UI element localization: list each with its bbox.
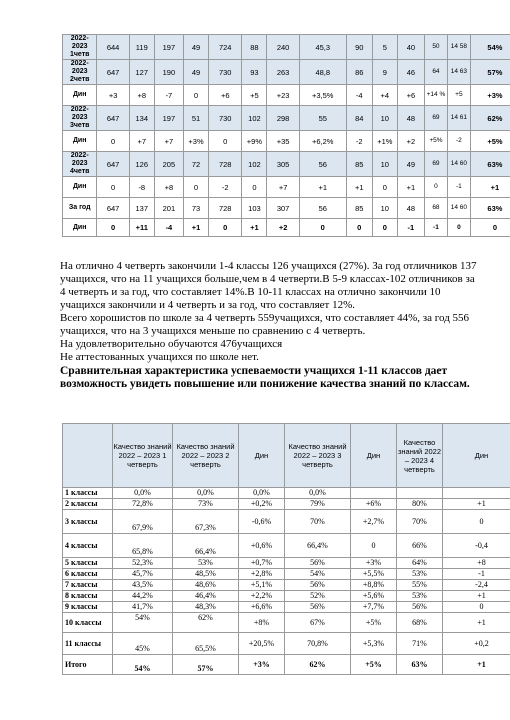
quality-cell: +8% (239, 613, 285, 633)
quality-cell: +2,7% (351, 510, 397, 534)
summary-cell: 88 (242, 35, 267, 60)
summary-cell: -2 (346, 131, 372, 152)
class-row (63, 569, 510, 580)
summary-cell: 647 (97, 106, 129, 131)
class-label: 1 классы (63, 488, 113, 499)
quality-cell: -0,6% (239, 510, 285, 534)
summary-cell: 51 (184, 106, 209, 131)
class-label: 7 классы (63, 580, 113, 591)
summary-row (63, 60, 510, 85)
quality-cell: +1 (443, 499, 510, 510)
quality-cell: +5% (351, 613, 397, 633)
quality-cell: +8 (443, 558, 510, 569)
summary-cell: 73 (184, 198, 209, 219)
summary-cell: +1 (242, 219, 267, 237)
quality-cell: 73% (173, 499, 239, 510)
summary-cell: +1 (470, 177, 510, 198)
summary-cell: 728 (209, 198, 242, 219)
quality-cell: 0,0% (239, 488, 285, 499)
quality-cell: 80% (397, 499, 443, 510)
quality-cell: 0,0% (113, 488, 173, 499)
quality-cell: +3% (239, 655, 285, 675)
summary-cell: 57% (470, 60, 510, 85)
summary-cell: 197 (154, 106, 183, 131)
summary-cell: +35 (267, 131, 299, 152)
summary-cell: +3% (470, 85, 510, 106)
quality-cell: +8,8% (351, 580, 397, 591)
quality-cell: 65,8% (113, 534, 173, 558)
quality-cell: 53% (173, 558, 239, 569)
summary-cell: 102 (242, 152, 267, 177)
quality-cell: +5,1% (239, 580, 285, 591)
quality-cell: 52% (285, 591, 351, 602)
quality-cell: 57% (173, 655, 239, 675)
summary-cell: 9 (372, 60, 397, 85)
quality-cell: +0,7% (239, 558, 285, 569)
summary-cell: 69 (424, 152, 447, 177)
quality-cell: 66% (397, 534, 443, 558)
class-row (63, 499, 510, 510)
quality-cell: +5,5% (351, 569, 397, 580)
column-header: Качество знаний 2022 – 2023 3 четверть (285, 424, 351, 488)
summary-cell: 14 63 (447, 60, 470, 85)
quality-cell: 70% (397, 510, 443, 534)
quality-cell: 70% (285, 510, 351, 534)
summary-row (63, 198, 510, 219)
summary-cell: 0 (184, 177, 209, 198)
summary-row (63, 219, 510, 237)
header-row (63, 424, 510, 488)
quality-cell: 56% (285, 580, 351, 591)
quality-cell: +1 (443, 655, 510, 675)
summary-cell: 724 (209, 35, 242, 60)
summary-cell: 0 (209, 219, 242, 237)
class-row (63, 534, 510, 558)
summary-cell: 0 (470, 219, 510, 237)
quality-cell: 0,0% (173, 488, 239, 499)
summary-cell: 127 (129, 60, 154, 85)
quality-cell: +5% (351, 655, 397, 675)
row-label: Дин (63, 177, 97, 198)
summary-cell: 0 (209, 131, 242, 152)
class-label: 11 классы (63, 633, 113, 655)
summary-cell: 0 (299, 219, 346, 237)
summary-cell: 10 (372, 106, 397, 131)
summary-cell: -4 (346, 85, 372, 106)
quality-cell (397, 488, 443, 499)
summary-cell: 72 (184, 152, 209, 177)
quality-cell: 56% (285, 602, 351, 613)
summary-cell: 54% (470, 35, 510, 60)
quality-cell: 67,3% (173, 510, 239, 534)
quality-cell: 66,4% (285, 534, 351, 558)
quality-cell: 70,8% (285, 633, 351, 655)
quality-cell: +6,6% (239, 602, 285, 613)
summary-cell: +1 (397, 177, 424, 198)
summary-cell: 126 (129, 152, 154, 177)
summary-cell: +1 (299, 177, 346, 198)
summary-cell: 197 (154, 35, 183, 60)
summary-cell: 102 (242, 106, 267, 131)
summary-cell: 190 (154, 60, 183, 85)
quality-cell: 72,8% (113, 499, 173, 510)
quality-cell: 62% (173, 613, 239, 633)
class-row (63, 602, 510, 613)
summary-cell: 85 (346, 152, 372, 177)
class-label: 3 классы (63, 510, 113, 534)
summary-cell: 0 (346, 219, 372, 237)
class-label: 9 классы (63, 602, 113, 613)
quality-cell: 43,5% (113, 580, 173, 591)
quality-cell: 64% (397, 558, 443, 569)
summary-cell: +7 (129, 131, 154, 152)
paragraph-excellent: На отлично 4 четверть закончили 1-4 классы 126 учащихся (27%). За год отличников 137 учащихся, что на 11 учащихся больше,чем в 4 четверти.В 5-9 классах-102 отличников за 4 четверть и за год, что составляет 14%.В 10-11 классах на отлично закончили 10 учащихся закончили и 4 четверть и за год, что составляет 12%. (60, 260, 477, 311)
summary-cell: 5 (372, 35, 397, 60)
summary-cell: 201 (154, 198, 183, 219)
summary-cell: +6 (209, 85, 242, 106)
row-label: 2022-2023 3четв (63, 106, 97, 131)
quality-cell: 45% (113, 633, 173, 655)
report-text (60, 260, 482, 391)
summary-cell: +5 (242, 85, 267, 106)
quality-cell: 0 (351, 534, 397, 558)
summary-cell: 0 (372, 177, 397, 198)
paragraph-satisfactory: На удовлетворительно обучаются 476учащихся (60, 338, 283, 350)
summary-cell: +5 (447, 85, 470, 106)
quality-cell: 55% (397, 580, 443, 591)
summary-cell: 64 (424, 60, 447, 85)
quality-cell: 53% (397, 569, 443, 580)
summary-cell: 62% (470, 106, 510, 131)
summary-cell: 728 (209, 152, 242, 177)
summary-cell: 56 (299, 152, 346, 177)
summary-row (63, 131, 510, 152)
quality-cell: 66,4% (173, 534, 239, 558)
quality-cell: 48,6% (173, 580, 239, 591)
quality-cell: 79% (285, 499, 351, 510)
quality-cell: 56% (397, 602, 443, 613)
quality-cell: 0,0% (285, 488, 351, 499)
summary-cell: 49 (397, 152, 424, 177)
row-label: За год (63, 198, 97, 219)
summary-cell: 298 (267, 106, 299, 131)
summary-cell: 730 (209, 106, 242, 131)
summary-cell: 263 (267, 60, 299, 85)
summary-cell: 307 (267, 198, 299, 219)
summary-cell: -1 (447, 177, 470, 198)
class-label: 6 классы (63, 569, 113, 580)
summary-cell: 10 (372, 198, 397, 219)
summary-cell: +5% (470, 131, 510, 152)
quality-cell: +6% (351, 499, 397, 510)
quality-cell: +0,2 (443, 633, 510, 655)
summary-cell: 0 (97, 219, 129, 237)
summary-cell: 10 (372, 152, 397, 177)
summary-cell: 49 (184, 60, 209, 85)
row-label: 2022-2023 4четв (63, 152, 97, 177)
summary-cell: 0 (242, 177, 267, 198)
summary-cell: -1 (424, 219, 447, 237)
quality-cell: +7,7% (351, 602, 397, 613)
quality-cell: +5,6% (351, 591, 397, 602)
quality-cell: 44,2% (113, 591, 173, 602)
summary-cell: 63% (470, 198, 510, 219)
quality-by-class-table (62, 423, 510, 675)
summary-cell: 48 (397, 198, 424, 219)
summary-cell: -2 (209, 177, 242, 198)
summary-cell: 137 (129, 198, 154, 219)
class-row (63, 510, 510, 534)
quality-cell: 48,3% (173, 602, 239, 613)
class-row (63, 488, 510, 499)
summary-cell: 14 60 (447, 198, 470, 219)
quality-cell: 48,5% (173, 569, 239, 580)
quality-cell: +1 (443, 591, 510, 602)
quality-cell: 67% (285, 613, 351, 633)
summary-cell: +6,2% (299, 131, 346, 152)
class-label: 8 классы (63, 591, 113, 602)
quality-cell: -0,4 (443, 534, 510, 558)
summary-cell: 14 58 (447, 35, 470, 60)
quality-cell (443, 488, 510, 499)
quality-cell: +0,2% (239, 499, 285, 510)
summary-cell: +2 (397, 131, 424, 152)
quality-cell: 0 (443, 510, 510, 534)
summary-cell: 0 (372, 219, 397, 237)
summary-cell: 46 (397, 60, 424, 85)
row-label: Дин (63, 219, 97, 237)
paragraph-not-certified: Не аттестованных учащихся по школе нет. (60, 351, 259, 363)
summary-cell: 49 (184, 35, 209, 60)
quality-cell: +20,5% (239, 633, 285, 655)
summary-cell: +14 % (424, 85, 447, 106)
quality-cell: +0,6% (239, 534, 285, 558)
summary-row (63, 106, 510, 131)
summary-cell: 134 (129, 106, 154, 131)
quality-cell: 52,3% (113, 558, 173, 569)
paragraph-good: Всего хорошистов по школе за 4 четверть 559учащихся, что составляет 44%, за год 556 учащихся, что на 3 учащихся меньше по сравнению с 4 четверть. (60, 312, 470, 337)
class-label: Итого (63, 655, 113, 675)
summary-cell: +7 (154, 131, 183, 152)
summary-cell: +8 (129, 85, 154, 106)
column-header: Качество знаний 2022 – 2023 1 четверть (113, 424, 173, 488)
summary-row (63, 177, 510, 198)
class-row (63, 591, 510, 602)
summary-cell: 40 (397, 35, 424, 60)
summary-cell: -7 (154, 85, 183, 106)
summary-cell: 103 (242, 198, 267, 219)
summary-cell: +3% (184, 131, 209, 152)
class-label: 4 классы (63, 534, 113, 558)
quality-cell: 56% (285, 558, 351, 569)
summary-cell: +8 (154, 177, 183, 198)
summary-cell: 93 (242, 60, 267, 85)
summary-cell: +23 (267, 85, 299, 106)
summary-cell: 0 (97, 177, 129, 198)
summary-cell: 119 (129, 35, 154, 60)
summary-cell: +7 (267, 177, 299, 198)
summary-cell: -8 (129, 177, 154, 198)
summary-cell: +1 (346, 177, 372, 198)
summary-cell: +2 (267, 219, 299, 237)
summary-cell: 730 (209, 60, 242, 85)
summary-cell: 50 (424, 35, 447, 60)
quality-cell (351, 488, 397, 499)
summary-cell: 647 (97, 198, 129, 219)
summary-cell: 48 (397, 106, 424, 131)
quality-cell: 65,5% (173, 633, 239, 655)
class-row (63, 580, 510, 591)
column-header: Дин (351, 424, 397, 488)
summary-cell: 305 (267, 152, 299, 177)
summary-cell: +3 (97, 85, 129, 106)
quality-cell: +1 (443, 613, 510, 633)
summary-cell: 647 (97, 152, 129, 177)
summary-cell: 55 (299, 106, 346, 131)
class-row (63, 633, 510, 655)
summary-cell: 14 61 (447, 106, 470, 131)
summary-cell: +5% (424, 131, 447, 152)
row-label: Дин (63, 131, 97, 152)
summary-cell: +4 (372, 85, 397, 106)
column-header: Дин (443, 424, 510, 488)
summary-cell: 63% (470, 152, 510, 177)
quality-cell: +5,3% (351, 633, 397, 655)
summary-cell: +11 (129, 219, 154, 237)
performance-summary-table (62, 34, 510, 237)
summary-row (63, 35, 510, 60)
row-label: 2022-2023 1четв (63, 35, 97, 60)
summary-cell: 90 (346, 35, 372, 60)
quality-cell: +2,8% (239, 569, 285, 580)
summary-cell: 644 (97, 35, 129, 60)
summary-cell: -1 (397, 219, 424, 237)
column-header: Качество знаний 2022 – 2023 4 четверть (397, 424, 443, 488)
summary-cell: 0 (184, 85, 209, 106)
summary-cell: +3,5% (299, 85, 346, 106)
quality-cell: -1 (443, 569, 510, 580)
quality-cell: 71% (397, 633, 443, 655)
summary-cell: 86 (346, 60, 372, 85)
class-label: 5 классы (63, 558, 113, 569)
quality-cell: 62% (285, 655, 351, 675)
summary-cell: -2 (447, 131, 470, 152)
summary-cell: 205 (154, 152, 183, 177)
quality-cell: 68% (397, 613, 443, 633)
quality-cell: 45,7% (113, 569, 173, 580)
quality-cell: +2,2% (239, 591, 285, 602)
class-row (63, 655, 510, 675)
row-label: Дин (63, 85, 97, 106)
quality-cell: 54% (285, 569, 351, 580)
summary-cell: +9% (242, 131, 267, 152)
summary-cell: +6 (397, 85, 424, 106)
summary-cell: 0 (447, 219, 470, 237)
summary-row (63, 152, 510, 177)
class-row (63, 613, 510, 633)
quality-cell: 46,4% (173, 591, 239, 602)
summary-row (63, 85, 510, 106)
summary-cell: 48,8 (299, 60, 346, 85)
summary-cell: 56 (299, 198, 346, 219)
row-label: 2022-2023 2четв (63, 60, 97, 85)
column-header: Качество знаний 2022 – 2023 2 четверть (173, 424, 239, 488)
column-header (63, 424, 113, 488)
quality-cell: +3% (351, 558, 397, 569)
column-header: Дин (239, 424, 285, 488)
summary-cell: 84 (346, 106, 372, 131)
class-label: 2 классы (63, 499, 113, 510)
summary-cell: +1% (372, 131, 397, 152)
quality-cell: 67,9% (113, 510, 173, 534)
summary-cell: 647 (97, 60, 129, 85)
summary-cell: +1 (184, 219, 209, 237)
quality-cell: -2,4 (443, 580, 510, 591)
quality-cell: 54% (113, 613, 173, 633)
class-row (63, 558, 510, 569)
summary-cell: 0 (424, 177, 447, 198)
quality-cell: 53% (397, 591, 443, 602)
class-label: 10 классы (63, 613, 113, 633)
summary-cell: 69 (424, 106, 447, 131)
section-heading: Сравнительная характеристика успеваемости учащихся 1-11 классов дает возможность увидеть повышение или понижение качества знаний по классам. (60, 365, 470, 390)
quality-cell: 63% (397, 655, 443, 675)
quality-cell: 54% (113, 655, 173, 675)
summary-cell: 240 (267, 35, 299, 60)
quality-cell: 0 (443, 602, 510, 613)
quality-cell: 41,7% (113, 602, 173, 613)
summary-cell: 0 (97, 131, 129, 152)
summary-cell: 14 60 (447, 152, 470, 177)
summary-cell: 45,3 (299, 35, 346, 60)
summary-cell: 85 (346, 198, 372, 219)
summary-cell: -4 (154, 219, 183, 237)
summary-cell: 68 (424, 198, 447, 219)
